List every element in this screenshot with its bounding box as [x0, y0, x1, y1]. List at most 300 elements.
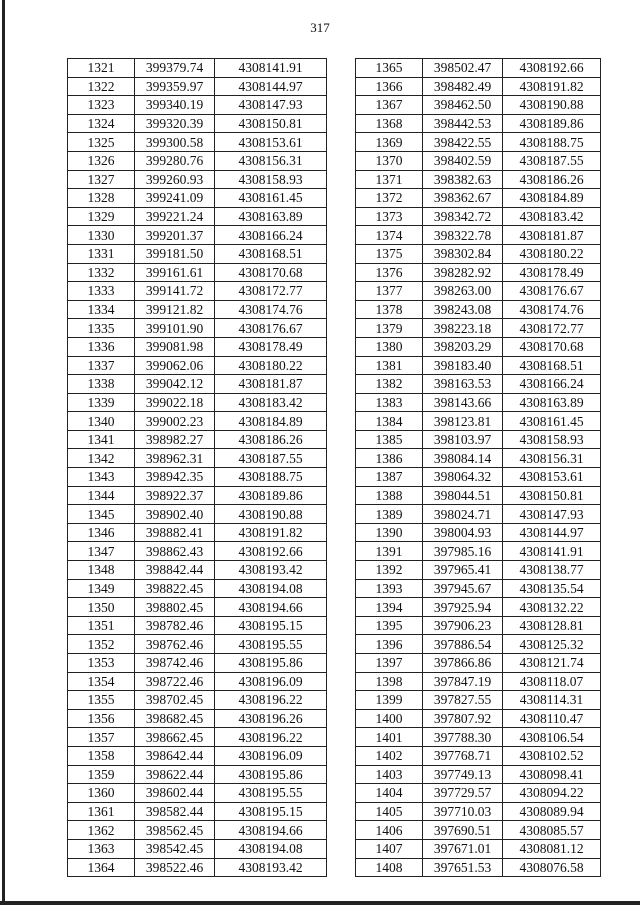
y-coordinate-cell: 4308195.15 [215, 802, 327, 821]
table-row [68, 839, 327, 858]
point-number-cell: 1400 [356, 709, 423, 728]
y-coordinate-cell: 4308193.42 [215, 858, 327, 877]
x-coordinate-cell: 398602.44 [135, 784, 215, 803]
table-row [68, 561, 327, 580]
point-number-cell: 1329 [68, 207, 135, 226]
y-coordinate-cell: 4308147.93 [215, 96, 327, 115]
x-coordinate-cell: 398362.67 [423, 189, 503, 208]
y-coordinate-cell: 4308150.81 [215, 114, 327, 133]
x-coordinate-cell: 398103.97 [423, 430, 503, 449]
table-row [356, 691, 601, 710]
table-row [68, 430, 327, 449]
table-row [68, 96, 327, 115]
table-row [68, 207, 327, 226]
x-coordinate-cell: 397965.41 [423, 561, 503, 580]
y-coordinate-cell: 4308138.77 [503, 561, 601, 580]
point-number-cell: 1374 [356, 226, 423, 245]
y-coordinate-cell: 4308153.61 [215, 133, 327, 152]
point-number-cell: 1367 [356, 96, 423, 115]
y-coordinate-cell: 4308196.09 [215, 672, 327, 691]
x-coordinate-cell: 397671.01 [423, 839, 503, 858]
point-number-cell: 1369 [356, 133, 423, 152]
table-row [68, 486, 327, 505]
table-row [68, 449, 327, 468]
table-row [356, 746, 601, 765]
point-number-cell: 1341 [68, 430, 135, 449]
y-coordinate-cell: 4308191.82 [503, 77, 601, 96]
y-coordinate-cell: 4308102.52 [503, 746, 601, 765]
y-coordinate-cell: 4308196.09 [215, 746, 327, 765]
y-coordinate-cell: 4308187.55 [215, 449, 327, 468]
table-row [68, 468, 327, 487]
y-coordinate-cell: 4308153.61 [503, 468, 601, 487]
x-coordinate-cell: 399379.74 [135, 59, 215, 78]
point-number-cell: 1384 [356, 412, 423, 431]
x-coordinate-cell: 398682.45 [135, 709, 215, 728]
y-coordinate-cell: 4308192.66 [215, 542, 327, 561]
table-row [68, 263, 327, 282]
x-coordinate-cell: 398482.49 [423, 77, 503, 96]
y-coordinate-cell: 4308195.55 [215, 784, 327, 803]
y-coordinate-cell: 4308168.51 [215, 244, 327, 263]
y-coordinate-cell: 4308190.88 [215, 505, 327, 524]
y-coordinate-cell: 4308195.55 [215, 635, 327, 654]
point-number-cell: 1405 [356, 802, 423, 821]
point-number-cell: 1377 [356, 282, 423, 301]
point-number-cell: 1403 [356, 765, 423, 784]
x-coordinate-cell: 397886.54 [423, 635, 503, 654]
y-coordinate-cell: 4308196.22 [215, 728, 327, 747]
x-coordinate-cell: 399022.18 [135, 393, 215, 412]
table-row [356, 542, 601, 561]
table-row [356, 728, 601, 747]
table-row [356, 802, 601, 821]
y-coordinate-cell: 4308125.32 [503, 635, 601, 654]
x-coordinate-cell: 398562.45 [135, 821, 215, 840]
table-row [356, 821, 601, 840]
y-coordinate-cell: 4308196.22 [215, 691, 327, 710]
point-number-cell: 1399 [356, 691, 423, 710]
y-coordinate-cell: 4308188.75 [215, 468, 327, 487]
table-row [356, 449, 601, 468]
table-row [68, 77, 327, 96]
table-row [68, 189, 327, 208]
y-coordinate-cell: 4308194.66 [215, 821, 327, 840]
y-coordinate-cell: 4308180.22 [215, 356, 327, 375]
y-coordinate-cell: 4308158.93 [215, 170, 327, 189]
table-row [68, 375, 327, 394]
y-coordinate-cell: 4308176.67 [215, 319, 327, 338]
y-coordinate-cell: 4308144.97 [215, 77, 327, 96]
x-coordinate-cell: 397925.94 [423, 598, 503, 617]
x-coordinate-cell: 398822.45 [135, 579, 215, 598]
y-coordinate-cell: 4308192.66 [503, 59, 601, 78]
table-row [68, 802, 327, 821]
table-row [68, 616, 327, 635]
table-row [356, 635, 601, 654]
point-number-cell: 1326 [68, 151, 135, 170]
point-number-cell: 1363 [68, 839, 135, 858]
y-coordinate-cell: 4308184.89 [503, 189, 601, 208]
table-row [356, 96, 601, 115]
y-coordinate-cell: 4308170.68 [215, 263, 327, 282]
x-coordinate-cell: 397710.03 [423, 802, 503, 821]
table-row [68, 635, 327, 654]
table-row [68, 356, 327, 375]
table-row [356, 430, 601, 449]
x-coordinate-cell: 398263.00 [423, 282, 503, 301]
y-coordinate-cell: 4308147.93 [503, 505, 601, 524]
y-coordinate-cell: 4308194.08 [215, 579, 327, 598]
x-coordinate-cell: 398243.08 [423, 300, 503, 319]
point-number-cell: 1383 [356, 393, 423, 412]
table-row [68, 654, 327, 673]
table-row [356, 598, 601, 617]
x-coordinate-cell: 398163.53 [423, 375, 503, 394]
y-coordinate-cell: 4308081.12 [503, 839, 601, 858]
x-coordinate-cell: 398742.46 [135, 654, 215, 673]
y-coordinate-cell: 4308176.67 [503, 282, 601, 301]
point-number-cell: 1343 [68, 468, 135, 487]
x-coordinate-cell: 398064.32 [423, 468, 503, 487]
table-row [68, 709, 327, 728]
x-coordinate-cell: 399201.37 [135, 226, 215, 245]
table-row [356, 579, 601, 598]
point-number-cell: 1371 [356, 170, 423, 189]
y-coordinate-cell: 4308132.22 [503, 598, 601, 617]
table-row [356, 319, 601, 338]
point-number-cell: 1365 [356, 59, 423, 78]
point-number-cell: 1388 [356, 486, 423, 505]
y-coordinate-cell: 4308181.87 [503, 226, 601, 245]
point-number-cell: 1390 [356, 523, 423, 542]
y-coordinate-cell: 4308161.45 [215, 189, 327, 208]
y-coordinate-cell: 4308089.94 [503, 802, 601, 821]
y-coordinate-cell: 4308098.41 [503, 765, 601, 784]
coordinates-table-right-body [356, 59, 601, 877]
point-number-cell: 1322 [68, 77, 135, 96]
point-number-cell: 1373 [356, 207, 423, 226]
x-coordinate-cell: 398322.78 [423, 226, 503, 245]
table-row [356, 226, 601, 245]
point-number-cell: 1375 [356, 244, 423, 263]
table-row [356, 244, 601, 263]
y-coordinate-cell: 4308181.87 [215, 375, 327, 394]
table-row [356, 189, 601, 208]
point-number-cell: 1395 [356, 616, 423, 635]
point-number-cell: 1325 [68, 133, 135, 152]
table-row [68, 59, 327, 78]
table-row [356, 300, 601, 319]
y-coordinate-cell: 4308110.47 [503, 709, 601, 728]
point-number-cell: 1324 [68, 114, 135, 133]
y-coordinate-cell: 4308141.91 [503, 542, 601, 561]
point-number-cell: 1401 [356, 728, 423, 747]
x-coordinate-cell: 398024.71 [423, 505, 503, 524]
table-row [68, 821, 327, 840]
point-number-cell: 1380 [356, 337, 423, 356]
y-coordinate-cell: 4308168.51 [503, 356, 601, 375]
point-number-cell: 1336 [68, 337, 135, 356]
x-coordinate-cell: 398642.44 [135, 746, 215, 765]
table-row [68, 337, 327, 356]
y-coordinate-cell: 4308172.77 [215, 282, 327, 301]
table-row [356, 468, 601, 487]
coordinates-table-right [355, 58, 601, 877]
x-coordinate-cell: 398902.40 [135, 505, 215, 524]
y-coordinate-cell: 4308156.31 [215, 151, 327, 170]
y-coordinate-cell: 4308178.49 [215, 337, 327, 356]
table-row [356, 375, 601, 394]
x-coordinate-cell: 398203.29 [423, 337, 503, 356]
point-number-cell: 1323 [68, 96, 135, 115]
y-coordinate-cell: 4308170.68 [503, 337, 601, 356]
y-coordinate-cell: 4308141.91 [215, 59, 327, 78]
x-coordinate-cell: 398762.46 [135, 635, 215, 654]
table-row [68, 114, 327, 133]
point-number-cell: 1366 [356, 77, 423, 96]
x-coordinate-cell: 398123.81 [423, 412, 503, 431]
x-coordinate-cell: 398442.53 [423, 114, 503, 133]
y-coordinate-cell: 4308135.54 [503, 579, 601, 598]
point-number-cell: 1382 [356, 375, 423, 394]
y-coordinate-cell: 4308178.49 [503, 263, 601, 282]
point-number-cell: 1340 [68, 412, 135, 431]
point-number-cell: 1328 [68, 189, 135, 208]
point-number-cell: 1389 [356, 505, 423, 524]
point-number-cell: 1337 [68, 356, 135, 375]
x-coordinate-cell: 398302.84 [423, 244, 503, 263]
point-number-cell: 1334 [68, 300, 135, 319]
y-coordinate-cell: 4308194.08 [215, 839, 327, 858]
y-coordinate-cell: 4308128.81 [503, 616, 601, 635]
y-coordinate-cell: 4308195.86 [215, 654, 327, 673]
table-row [68, 672, 327, 691]
table-row [68, 542, 327, 561]
x-coordinate-cell: 398702.45 [135, 691, 215, 710]
table-row [68, 598, 327, 617]
y-coordinate-cell: 4308156.31 [503, 449, 601, 468]
table-row [68, 393, 327, 412]
y-coordinate-cell: 4308172.77 [503, 319, 601, 338]
point-number-cell: 1378 [356, 300, 423, 319]
point-number-cell: 1332 [68, 263, 135, 282]
point-number-cell: 1394 [356, 598, 423, 617]
point-number-cell: 1404 [356, 784, 423, 803]
point-number-cell: 1396 [356, 635, 423, 654]
x-coordinate-cell: 397827.55 [423, 691, 503, 710]
table-row [68, 226, 327, 245]
point-number-cell: 1331 [68, 244, 135, 263]
table-row [356, 412, 601, 431]
x-coordinate-cell: 398982.27 [135, 430, 215, 449]
table-row [356, 765, 601, 784]
table-row [356, 393, 601, 412]
table-row [356, 858, 601, 877]
point-number-cell: 1335 [68, 319, 135, 338]
table-row [356, 77, 601, 96]
x-coordinate-cell: 398382.63 [423, 170, 503, 189]
y-coordinate-cell: 4308184.89 [215, 412, 327, 431]
table-row [68, 579, 327, 598]
y-coordinate-cell: 4308158.93 [503, 430, 601, 449]
y-coordinate-cell: 4308161.45 [503, 412, 601, 431]
x-coordinate-cell: 397847.19 [423, 672, 503, 691]
x-coordinate-cell: 399359.97 [135, 77, 215, 96]
x-coordinate-cell: 398402.59 [423, 151, 503, 170]
point-number-cell: 1397 [356, 654, 423, 673]
x-coordinate-cell: 399241.09 [135, 189, 215, 208]
point-number-cell: 1347 [68, 542, 135, 561]
y-coordinate-cell: 4308085.57 [503, 821, 601, 840]
table-row [356, 709, 601, 728]
y-coordinate-cell: 4308195.86 [215, 765, 327, 784]
y-coordinate-cell: 4308094.22 [503, 784, 601, 803]
point-number-cell: 1353 [68, 654, 135, 673]
x-coordinate-cell: 399300.58 [135, 133, 215, 152]
x-coordinate-cell: 399260.93 [135, 170, 215, 189]
point-number-cell: 1360 [68, 784, 135, 803]
y-coordinate-cell: 4308106.54 [503, 728, 601, 747]
table-row [356, 59, 601, 78]
x-coordinate-cell: 399141.72 [135, 282, 215, 301]
page-bottom-border [0, 901, 640, 905]
point-number-cell: 1344 [68, 486, 135, 505]
x-coordinate-cell: 399081.98 [135, 337, 215, 356]
x-coordinate-cell: 399181.50 [135, 244, 215, 263]
point-number-cell: 1393 [356, 579, 423, 598]
coordinates-table-left [67, 58, 327, 877]
point-number-cell: 1342 [68, 449, 135, 468]
point-number-cell: 1348 [68, 561, 135, 580]
x-coordinate-cell: 398582.44 [135, 802, 215, 821]
x-coordinate-cell: 399062.06 [135, 356, 215, 375]
point-number-cell: 1359 [68, 765, 135, 784]
table-row [356, 486, 601, 505]
table-row [68, 244, 327, 263]
table-row [68, 858, 327, 877]
x-coordinate-cell: 399161.61 [135, 263, 215, 282]
y-coordinate-cell: 4308186.26 [503, 170, 601, 189]
y-coordinate-cell: 4308144.97 [503, 523, 601, 542]
page-number: 317 [310, 20, 330, 35]
y-coordinate-cell: 4308187.55 [503, 151, 601, 170]
table-row [356, 654, 601, 673]
y-coordinate-cell: 4308150.81 [503, 486, 601, 505]
x-coordinate-cell: 397749.13 [423, 765, 503, 784]
table-row [356, 839, 601, 858]
y-coordinate-cell: 4308188.75 [503, 133, 601, 152]
table-row [356, 207, 601, 226]
x-coordinate-cell: 398084.14 [423, 449, 503, 468]
x-coordinate-cell: 398862.43 [135, 542, 215, 561]
y-coordinate-cell: 4308190.88 [503, 96, 601, 115]
x-coordinate-cell: 398662.45 [135, 728, 215, 747]
x-coordinate-cell: 398942.35 [135, 468, 215, 487]
table-row [68, 746, 327, 765]
point-number-cell: 1351 [68, 616, 135, 635]
x-coordinate-cell: 398842.44 [135, 561, 215, 580]
point-number-cell: 1376 [356, 263, 423, 282]
x-coordinate-cell: 399340.19 [135, 96, 215, 115]
table-row [68, 170, 327, 189]
y-coordinate-cell: 4308118.07 [503, 672, 601, 691]
table-row [68, 784, 327, 803]
point-number-cell: 1364 [68, 858, 135, 877]
table-row [356, 616, 601, 635]
x-coordinate-cell: 397906.23 [423, 616, 503, 635]
table-row [356, 114, 601, 133]
x-coordinate-cell: 399042.12 [135, 375, 215, 394]
table-row [356, 784, 601, 803]
x-coordinate-cell: 398004.93 [423, 523, 503, 542]
point-number-cell: 1402 [356, 746, 423, 765]
y-coordinate-cell: 4308183.42 [215, 393, 327, 412]
point-number-cell: 1362 [68, 821, 135, 840]
y-coordinate-cell: 4308193.42 [215, 561, 327, 580]
y-coordinate-cell: 4308186.26 [215, 430, 327, 449]
point-number-cell: 1391 [356, 542, 423, 561]
table-row [68, 505, 327, 524]
x-coordinate-cell: 399320.39 [135, 114, 215, 133]
point-number-cell: 1333 [68, 282, 135, 301]
point-number-cell: 1339 [68, 393, 135, 412]
x-coordinate-cell: 398522.46 [135, 858, 215, 877]
table-row [68, 282, 327, 301]
x-coordinate-cell: 398223.18 [423, 319, 503, 338]
point-number-cell: 1354 [68, 672, 135, 691]
y-coordinate-cell: 4308163.89 [503, 393, 601, 412]
table-row [68, 133, 327, 152]
x-coordinate-cell: 397690.51 [423, 821, 503, 840]
point-number-cell: 1350 [68, 598, 135, 617]
table-row [68, 319, 327, 338]
point-number-cell: 1349 [68, 579, 135, 598]
point-number-cell: 1356 [68, 709, 135, 728]
x-coordinate-cell: 398922.37 [135, 486, 215, 505]
x-coordinate-cell: 398282.92 [423, 263, 503, 282]
point-number-cell: 1398 [356, 672, 423, 691]
x-coordinate-cell: 398542.45 [135, 839, 215, 858]
point-number-cell: 1407 [356, 839, 423, 858]
x-coordinate-cell: 399221.24 [135, 207, 215, 226]
x-coordinate-cell: 399101.90 [135, 319, 215, 338]
x-coordinate-cell: 397985.16 [423, 542, 503, 561]
point-number-cell: 1321 [68, 59, 135, 78]
point-number-cell: 1357 [68, 728, 135, 747]
y-coordinate-cell: 4308191.82 [215, 523, 327, 542]
y-coordinate-cell: 4308183.42 [503, 207, 601, 226]
coordinates-table-left-body [68, 59, 327, 877]
x-coordinate-cell: 399280.76 [135, 151, 215, 170]
y-coordinate-cell: 4308189.86 [503, 114, 601, 133]
point-number-cell: 1338 [68, 375, 135, 394]
x-coordinate-cell: 399002.23 [135, 412, 215, 431]
y-coordinate-cell: 4308196.26 [215, 709, 327, 728]
point-number-cell: 1330 [68, 226, 135, 245]
x-coordinate-cell: 398782.46 [135, 616, 215, 635]
y-coordinate-cell: 4308166.24 [215, 226, 327, 245]
table-row [356, 263, 601, 282]
point-number-cell: 1358 [68, 746, 135, 765]
point-number-cell: 1381 [356, 356, 423, 375]
page-left-border [2, 0, 5, 905]
table-row [68, 728, 327, 747]
x-coordinate-cell: 397651.53 [423, 858, 503, 877]
table-row [356, 672, 601, 691]
point-number-cell: 1392 [356, 561, 423, 580]
table-row [356, 170, 601, 189]
